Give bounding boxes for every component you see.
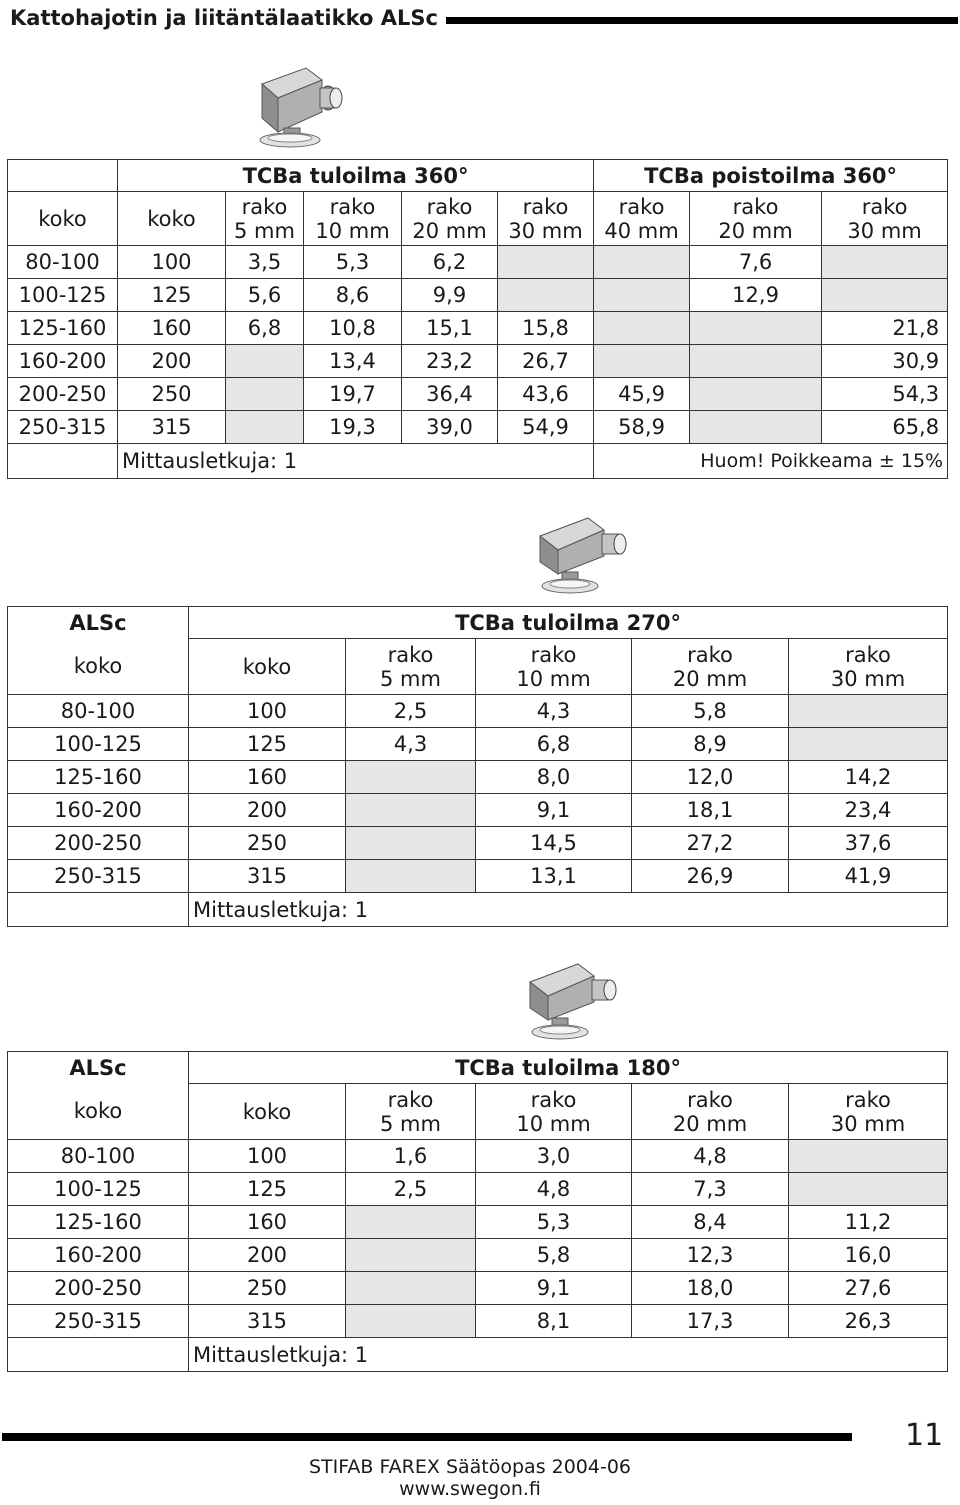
table-cell: 36,4 xyxy=(402,378,498,411)
table-cell: 250-315 xyxy=(8,1305,189,1338)
footnote-hoses: Mittausletkuja: 1 xyxy=(189,893,948,927)
page-title: Kattohajotin ja liitäntälaatikko ALSc xyxy=(10,6,438,30)
table-cell: 14,5 xyxy=(476,827,632,860)
table-cell: 160-200 xyxy=(8,794,189,827)
column-header: rako 5 mm xyxy=(226,192,304,246)
page-header xyxy=(10,4,958,32)
table-cell: 200 xyxy=(118,345,226,378)
table-cell: 54,3 xyxy=(822,378,948,411)
table-cell: 100-125 xyxy=(8,279,118,312)
table-cell: 6,8 xyxy=(226,312,304,345)
table-row xyxy=(8,827,948,860)
table-cell: 125-160 xyxy=(8,761,189,794)
table-cell: 200-250 xyxy=(8,378,118,411)
table-cell: 5,6 xyxy=(226,279,304,312)
table-cell: 160-200 xyxy=(8,1239,189,1272)
table-cell: 54,9 xyxy=(498,411,594,444)
table-cell xyxy=(690,312,822,345)
table-cell: 125 xyxy=(189,1173,346,1206)
table-footnote-row xyxy=(8,893,948,927)
table-cell: 18,0 xyxy=(632,1272,789,1305)
table-cell: 10,8 xyxy=(304,312,402,345)
table-cell: 11,2 xyxy=(789,1206,948,1239)
table-tcba-270 xyxy=(7,606,948,927)
table-cell: 23,4 xyxy=(789,794,948,827)
table-cell: 80-100 xyxy=(8,1140,189,1173)
table-cell: 160 xyxy=(189,1206,346,1239)
table-cell: 125 xyxy=(189,728,346,761)
table-cell: 160-200 xyxy=(8,345,118,378)
table-cell: 39,0 xyxy=(402,411,498,444)
column-header: rako 10 mm xyxy=(476,639,632,695)
table-cell: 8,1 xyxy=(476,1305,632,1338)
diffuser-illustration-180 xyxy=(520,958,630,1046)
table-cell: 80-100 xyxy=(8,695,189,728)
group-header-supply: TCBa tuloilma 360° xyxy=(118,160,594,192)
table-cell: 2,5 xyxy=(346,695,476,728)
column-header: rako 30 mm xyxy=(789,1084,948,1140)
table-cell: 160 xyxy=(189,761,346,794)
table-cell: 250-315 xyxy=(8,411,118,444)
table-cell: 30,9 xyxy=(822,345,948,378)
table-cell: 23,2 xyxy=(402,345,498,378)
table-cell: 9,1 xyxy=(476,794,632,827)
table-cell: 13,4 xyxy=(304,345,402,378)
table-cell: 1,6 xyxy=(346,1140,476,1173)
column-header: rako 40 mm xyxy=(594,192,690,246)
column-header: rako 5 mm xyxy=(346,639,476,695)
column-header: rako 30 mm xyxy=(822,192,948,246)
table-cell xyxy=(690,345,822,378)
table-cell: 250 xyxy=(118,378,226,411)
table-cell: 200-250 xyxy=(8,1272,189,1305)
column-header: koko xyxy=(118,192,226,246)
table-row xyxy=(8,728,948,761)
table-cell xyxy=(789,728,948,761)
table-cell: 12,0 xyxy=(632,761,789,794)
table-cell: 200 xyxy=(189,794,346,827)
table-cell xyxy=(226,411,304,444)
footer-rule xyxy=(2,1433,852,1441)
table-row xyxy=(8,695,948,728)
table-cell: 80-100 xyxy=(8,246,118,279)
table-cell: 3,0 xyxy=(476,1140,632,1173)
table-cell: 125-160 xyxy=(8,1206,189,1239)
table-row xyxy=(8,411,948,444)
column-header: koko xyxy=(8,1084,189,1140)
table-cell: 45,9 xyxy=(594,378,690,411)
table-cell xyxy=(346,1305,476,1338)
table-cell: 19,3 xyxy=(304,411,402,444)
column-header: rako 30 mm xyxy=(498,192,594,246)
table-cell: 27,2 xyxy=(632,827,789,860)
table-cell: 125-160 xyxy=(8,312,118,345)
column-header: rako 20 mm xyxy=(402,192,498,246)
diffuser-illustration-270 xyxy=(530,512,640,600)
table-cell: 37,6 xyxy=(789,827,948,860)
table-row xyxy=(8,1239,948,1272)
table-cell: 5,3 xyxy=(476,1206,632,1239)
group-header-supply: TCBa tuloilma 270° xyxy=(189,607,948,639)
table-row xyxy=(8,1206,948,1239)
table-cell xyxy=(822,279,948,312)
table-cell: 14,2 xyxy=(789,761,948,794)
footnote-deviation: Huom! Poikkeama ± 15% xyxy=(594,444,948,479)
table-cell: 200-250 xyxy=(8,827,189,860)
table-row xyxy=(8,761,948,794)
table-cell xyxy=(346,761,476,794)
table-cell: 17,3 xyxy=(632,1305,789,1338)
table-row xyxy=(8,246,948,279)
table-cell: 100-125 xyxy=(8,728,189,761)
column-header: rako 10 mm xyxy=(476,1084,632,1140)
table-footnote-row xyxy=(8,444,948,479)
table-cell: 26,7 xyxy=(498,345,594,378)
table-row xyxy=(8,345,948,378)
table-cell: 12,3 xyxy=(632,1239,789,1272)
column-header: rako 30 mm xyxy=(789,639,948,695)
table-cell xyxy=(346,860,476,893)
table-cell: 27,6 xyxy=(789,1272,948,1305)
table-cell: 5,3 xyxy=(304,246,402,279)
table-cell xyxy=(789,1173,948,1206)
table-row xyxy=(8,1272,948,1305)
table-cell xyxy=(789,1140,948,1173)
table-cell xyxy=(346,794,476,827)
product-label: ALSc xyxy=(8,1052,189,1084)
header-rule xyxy=(446,17,958,24)
table-cell: 15,8 xyxy=(498,312,594,345)
table-cell: 4,8 xyxy=(476,1173,632,1206)
table-row xyxy=(8,794,948,827)
table-cell: 26,3 xyxy=(789,1305,948,1338)
table-cell: 15,1 xyxy=(402,312,498,345)
table-header-row xyxy=(8,1084,948,1140)
table-cell xyxy=(594,246,690,279)
table-tcba-180 xyxy=(7,1051,948,1372)
table-cell: 315 xyxy=(189,1305,346,1338)
group-header-supply: TCBa tuloilma 180° xyxy=(189,1052,948,1084)
table-cell: 3,5 xyxy=(226,246,304,279)
column-header: rako 10 mm xyxy=(304,192,402,246)
table-cell: 125 xyxy=(118,279,226,312)
table-header-row xyxy=(8,192,948,246)
table-cell: 315 xyxy=(189,860,346,893)
table-cell: 2,5 xyxy=(346,1173,476,1206)
table-cell: 6,8 xyxy=(476,728,632,761)
table-cell: 12,9 xyxy=(690,279,822,312)
table-cell: 6,2 xyxy=(402,246,498,279)
table-cell xyxy=(789,695,948,728)
column-header: koko xyxy=(189,639,346,695)
page-number: 11 xyxy=(905,1418,944,1453)
table-cell: 4,3 xyxy=(346,728,476,761)
table-cell: 100 xyxy=(189,695,346,728)
table-cell xyxy=(498,246,594,279)
group-header-exhaust: TCBa poistoilma 360° xyxy=(594,160,948,192)
table-cell: 200 xyxy=(189,1239,346,1272)
table-row xyxy=(8,1173,948,1206)
table-cell: 13,1 xyxy=(476,860,632,893)
column-header: rako 20 mm xyxy=(690,192,822,246)
table-cell: 8,6 xyxy=(304,279,402,312)
column-header: rako 20 mm xyxy=(632,639,789,695)
table-cell: 7,6 xyxy=(690,246,822,279)
table-cell xyxy=(346,1206,476,1239)
table-footnote-row xyxy=(8,1338,948,1372)
footer-website: www.swegon.fi xyxy=(399,1478,541,1500)
product-label: ALSc xyxy=(8,607,189,639)
table-cell: 250-315 xyxy=(8,860,189,893)
column-header: koko xyxy=(8,192,118,246)
table-row xyxy=(8,378,948,411)
table-cell: 21,8 xyxy=(822,312,948,345)
table-cell: 100 xyxy=(189,1140,346,1173)
table-cell xyxy=(822,246,948,279)
table-cell xyxy=(594,345,690,378)
table-cell: 5,8 xyxy=(476,1239,632,1272)
table-cell xyxy=(690,411,822,444)
column-header: koko xyxy=(189,1084,346,1140)
column-header: koko xyxy=(8,639,189,695)
table-cell xyxy=(346,827,476,860)
table-cell: 8,0 xyxy=(476,761,632,794)
table-cell xyxy=(346,1272,476,1305)
table-row xyxy=(8,860,948,893)
column-header: rako 20 mm xyxy=(632,1084,789,1140)
table-row xyxy=(8,1305,948,1338)
table-cell: 58,9 xyxy=(594,411,690,444)
table-cell: 160 xyxy=(118,312,226,345)
table-cell: 65,8 xyxy=(822,411,948,444)
column-header: rako 5 mm xyxy=(346,1084,476,1140)
table-cell: 100-125 xyxy=(8,1173,189,1206)
table-cell: 9,1 xyxy=(476,1272,632,1305)
table-tcba-360 xyxy=(7,159,948,479)
diffuser-illustration-360 xyxy=(248,62,358,150)
table-cell xyxy=(226,378,304,411)
table-cell: 16,0 xyxy=(789,1239,948,1272)
table-cell xyxy=(498,279,594,312)
table-cell: 4,8 xyxy=(632,1140,789,1173)
table-cell: 26,9 xyxy=(632,860,789,893)
table-row xyxy=(8,312,948,345)
table-header-row xyxy=(8,639,948,695)
table-row xyxy=(8,279,948,312)
footnote-hoses: Mittausletkuja: 1 xyxy=(118,444,594,479)
table-cell: 7,3 xyxy=(632,1173,789,1206)
table-cell xyxy=(226,345,304,378)
table-cell: 4,3 xyxy=(476,695,632,728)
table-cell: 8,9 xyxy=(632,728,789,761)
table-cell: 43,6 xyxy=(498,378,594,411)
table-row xyxy=(8,1140,948,1173)
table-cell xyxy=(594,279,690,312)
table-cell xyxy=(594,312,690,345)
table-cell: 41,9 xyxy=(789,860,948,893)
table-cell xyxy=(346,1239,476,1272)
footer-publication: STIFAB FAREX Säätöopas 2004-06 xyxy=(308,1456,632,1478)
table-cell: 9,9 xyxy=(402,279,498,312)
table-cell xyxy=(690,378,822,411)
table-cell: 250 xyxy=(189,827,346,860)
table-cell: 100 xyxy=(118,246,226,279)
table-cell: 315 xyxy=(118,411,226,444)
footnote-hoses: Mittausletkuja: 1 xyxy=(189,1338,948,1372)
table-cell: 19,7 xyxy=(304,378,402,411)
table-cell: 18,1 xyxy=(632,794,789,827)
table-cell: 250 xyxy=(189,1272,346,1305)
table-cell: 5,8 xyxy=(632,695,789,728)
table-cell: 8,4 xyxy=(632,1206,789,1239)
